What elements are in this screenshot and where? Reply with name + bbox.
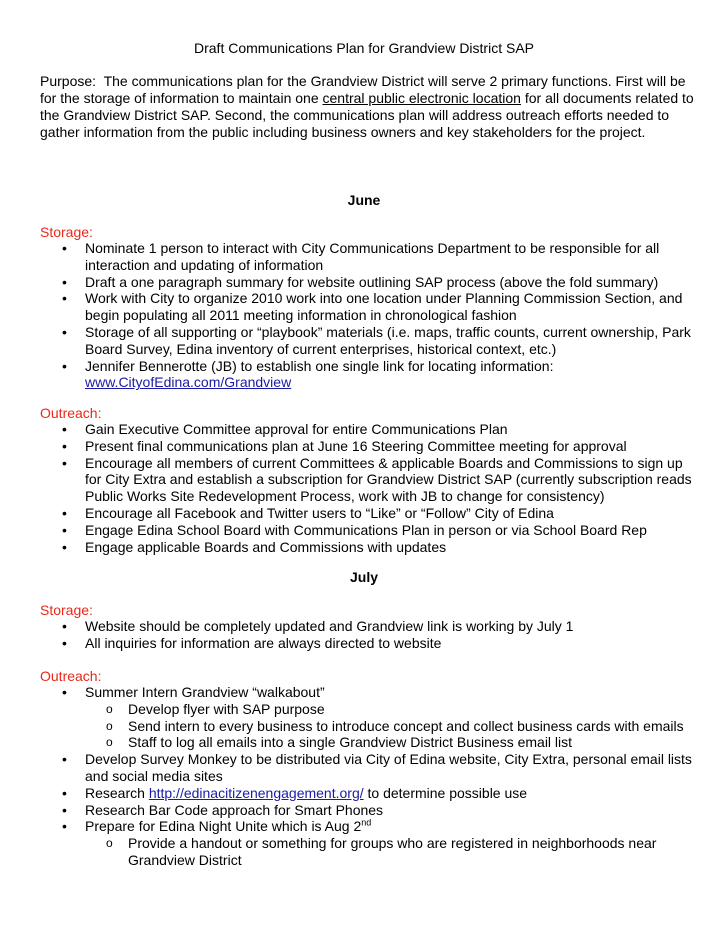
july-outreach-list xyxy=(40,684,695,869)
document-title: Draft Communications Plan for Grandview District SAP xyxy=(194,40,534,56)
list-item: • Present final communications plan at June 16 Steering Committee meeting for approval xyxy=(40,438,695,455)
list-item xyxy=(40,785,695,802)
july-outreach-label: Outreach: xyxy=(40,668,102,684)
june-storage-list xyxy=(40,240,695,391)
list-item: • Engage Edina School Board with Communications Plan in person or via School Board Rep xyxy=(40,522,695,539)
list-item: • All inquiries for information are always directed to website xyxy=(40,635,695,652)
research-prefix: Research xyxy=(85,784,149,801)
july-storage-list xyxy=(40,618,695,652)
sub-list-item: o Develop flyer with SAP purpose xyxy=(85,701,695,718)
list-item: • Gain Executive Committee approval for entire Communications Plan xyxy=(40,421,695,438)
list-item xyxy=(40,684,695,751)
purpose-paragraph xyxy=(40,73,695,141)
june-outreach-list xyxy=(40,421,695,555)
purpose-underlined-phrase: central public electronic location xyxy=(322,90,521,106)
citizen-engagement-link[interactable]: http://edinacitizenengagement.org/ xyxy=(148,784,364,801)
list-item: • Develop Survey Monkey to be distributed via City of Edina website, City Extra, personal email lists and social media sites xyxy=(40,751,695,785)
june-heading: June xyxy=(347,192,381,208)
list-item: • Nominate 1 person to interact with City Communications Department to be responsible for all interaction and updating of information xyxy=(40,240,695,274)
list-item: • Storage of all supporting or “playbook” materials (i.e. maps, traffic counts, current ownership, Park Board Survey, Edina inventory of current enterprises, historical context, etc.) xyxy=(40,324,695,358)
july-heading: July xyxy=(349,569,378,585)
july-storage-label: Storage: xyxy=(40,602,93,618)
list-item: • Work with City to organize 2010 work into one location under Planning Commission Section, and begin populating all 2011 meeting information in chronological fashion xyxy=(40,290,695,324)
list-item: • Engage applicable Boards and Commissions with updates xyxy=(40,539,695,556)
list-item xyxy=(40,358,695,392)
night-unite-superscript: nd xyxy=(361,817,372,828)
sub-list-item: o Staff to log all emails into a single Grandview District Business email list xyxy=(85,734,695,751)
night-unite-sublist xyxy=(85,835,695,869)
june-storage-label: Storage: xyxy=(40,224,93,240)
sub-list-item: o Send intern to every business to introduce concept and collect business cards with emails xyxy=(85,718,695,735)
list-item: • Encourage all members of current Committees & applicable Boards and Commissions to sign up for City Extra and establish a subscription for Grandview District SAP (currently subscription reads Public Works Site Redevelopment Process, work with JB to change for consistency) xyxy=(40,455,695,505)
june-outreach-label: Outreach: xyxy=(40,405,102,421)
list-item: • Research Bar Code approach for Smart Phones xyxy=(40,802,695,819)
sub-list-item: o Provide a handout or something for groups who are registered in neighborhoods near Grandview District xyxy=(85,835,695,869)
list-item: • Draft a one paragraph summary for website outlining SAP process (above the fold summary) xyxy=(40,274,695,291)
walkabout-sublist xyxy=(85,701,695,751)
night-unite-text: Prepare for Edina Night Unite which is Aug 2 xyxy=(85,818,362,835)
purpose-text-after: for all documents related to the Grandview District SAP. Second, the communications plan will address outreach efforts needed to gather information from the public including business owners and key stakeholders for the project. xyxy=(40,90,694,140)
grandview-website-link[interactable]: www.CityofEdina.com/Grandview xyxy=(85,374,292,391)
jb-link-intro: Jennifer Bennerotte (JB) to establish one single link for locating information: xyxy=(85,357,554,374)
list-item xyxy=(40,818,695,868)
purpose-text-before: The communications plan for the Grandview District will serve 2 primary functions. First will be for the storage of information to maintain one xyxy=(40,73,686,106)
walkabout-text: Summer Intern Grandview “walkabout” xyxy=(85,684,325,700)
list-item: • Encourage all Facebook and Twitter users to “Like” or “Follow” City of Edina xyxy=(40,505,695,522)
research-suffix: to determine possible use xyxy=(363,784,528,801)
purpose-label: Purpose: xyxy=(40,73,97,89)
list-item: • Website should be completely updated and Grandview link is working by July 1 xyxy=(40,618,695,635)
